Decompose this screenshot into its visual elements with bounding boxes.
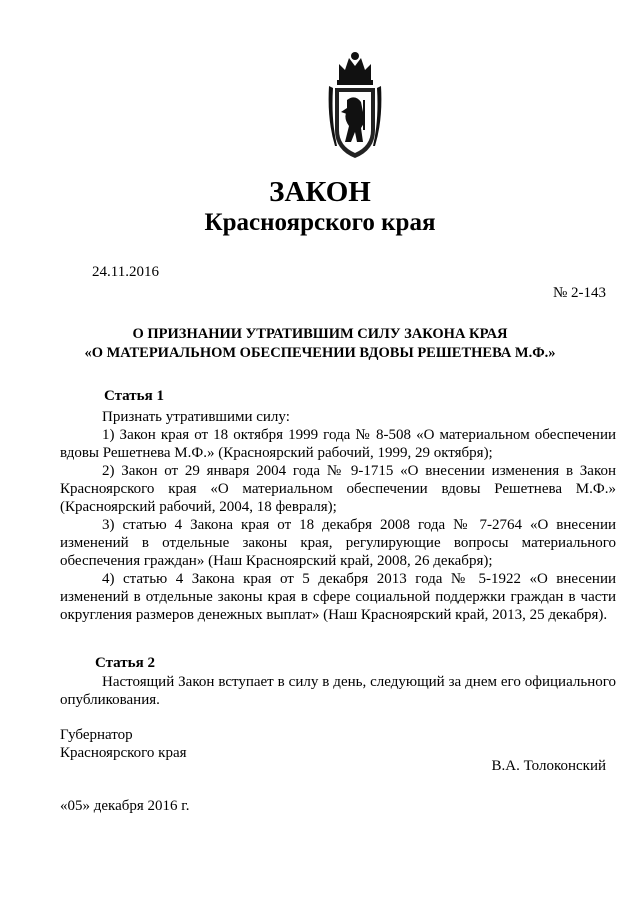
article-1-intro: Признать утратившими силу: [102,409,290,425]
law-region-subtitle: Красноярского края [204,209,436,236]
law-date: 24.11.2016 [92,264,159,280]
article-1-item-3: 3) статью 4 Закона края от 18 декабря 2008 года № 7-2764 «О внесении изменений в отдельные законы края, регулирующие вопросы материального обеспечения граждан» (Наш Красноярский край, 2008, 26 декабря); [60,517,616,569]
law-heading-line-1: О ПРИЗНАНИИ УТРАТИВШИМ СИЛУ ЗАКОНА КРАЯ [132,326,508,342]
law-title: ЗАКОН [269,176,371,208]
krasnoyarsk-coat-of-arms-icon [325,50,385,165]
law-number: № 2-143 [552,285,606,301]
signatory-position-line-2: Красноярского края [60,745,187,761]
signatory-position-line-1: Губернатор [60,727,133,743]
article-2-text: Настоящий Закон вступает в силу в день, следующий за днем его официального опубликования. [60,674,616,708]
signature-date: «05» декабря 2016 г. [60,798,190,814]
article-2-title: Статья 2 [95,655,155,671]
law-heading-line-2: «О МАТЕРИАЛЬНОМ ОБЕСПЕЧЕНИИ ВДОВЫ РЕШЕТНЕВА М.Ф.» [84,345,556,361]
article-1-title: Статья 1 [104,388,164,404]
signatory-name: В.А. Толоконский [491,758,606,774]
article-1-item-4: 4) статью 4 Закона края от 5 декабря 2013 года № 5-1922 «О внесении изменений в отдельные законы края в сфере социальной поддержки граждан в части округления размеров денежных выплат» (Наш Красноярский край, 2013, 25 декабря). [60,571,616,623]
article-1-item-1: 1) Закон края от 18 октября 1999 года № 8-508 «О материальном обеспечении вдовы Решетнева М.Ф.» (Красноярский рабочий, 1999, 29 октября); [60,427,616,461]
article-1-item-2: 2) Закон от 29 января 2004 года № 9-1715 «О внесении изменения в Закон Красноярского края «О материальном обеспечении вдовы Решетнева М.Ф.» (Красноярский рабочий, 2004, 18 февраля); [60,463,616,515]
